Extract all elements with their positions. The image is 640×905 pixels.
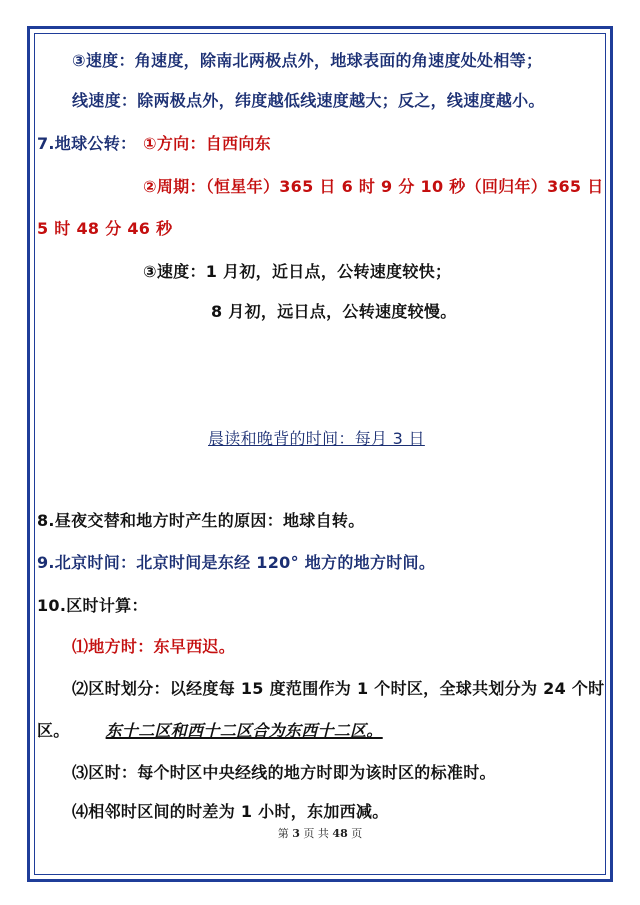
item10-subitem-4: ⑷相邻时区间的时差为 1 小时，东加西减。 [72, 802, 389, 821]
speed-angular-line: ③速度：角速度，除南北两极点外，地球表面的角速度处处相等； [72, 51, 543, 70]
item10-subitem-2-line2 [37, 721, 383, 741]
footer-page-number: 3 [292, 827, 300, 840]
section-heading[interactable]: 晨读和晚背的时间：每月 3 日 [208, 429, 425, 448]
page-border-inner [34, 33, 606, 875]
footer-prefix: 第 [277, 827, 289, 840]
item10-subitem-2-line1: ⑵区时划分：以经度每 15 度范围作为 1 个时区，全球共划分为 24 个时 [72, 679, 605, 698]
item8-line: 8.昼夜交替和地方时产生的原因：地球自转。 [37, 511, 365, 530]
footer-total-pages: 48 [332, 827, 348, 840]
speed-linear-line: 线速度：除两极点外，纬度越低线速度越大；反之，线速度越小。 [72, 91, 545, 110]
item10-emphasis: 东十二区和西十二区合为东西十二区。 [105, 721, 383, 740]
item7-period-line2: 5 时 48 分 46 秒 [37, 219, 173, 238]
item7-speed-line1: ③速度：1 月初，近日点，公转速度较快； [143, 262, 452, 281]
footer-suffix: 页 [351, 827, 363, 840]
item10-subitem-1: ⑴地方时：东早西迟。 [72, 637, 236, 656]
item9-line: 9.北京时间：北京时间是东经 120° 地方的地方时间。 [37, 553, 436, 572]
page-footer [0, 825, 640, 841]
item7-label: 7.地球公转： [37, 134, 137, 153]
item7-period-line1: ②周期：（恒星年）365 日 6 时 9 分 10 秒（回归年）365 日 [143, 177, 604, 196]
footer-middle: 页 共 [303, 827, 329, 840]
item7-direction: ①方向：自西向东 [143, 134, 271, 153]
item10-subitem-2-prefix: 区。 [37, 721, 70, 740]
item10-label: 10.区时计算： [37, 596, 148, 615]
item10-subitem-3: ⑶区时：每个时区中央经线的地方时即为该时区的标准时。 [72, 763, 496, 782]
item7-speed-line2: 8 月初，远日点，公转速度较慢。 [211, 302, 457, 321]
